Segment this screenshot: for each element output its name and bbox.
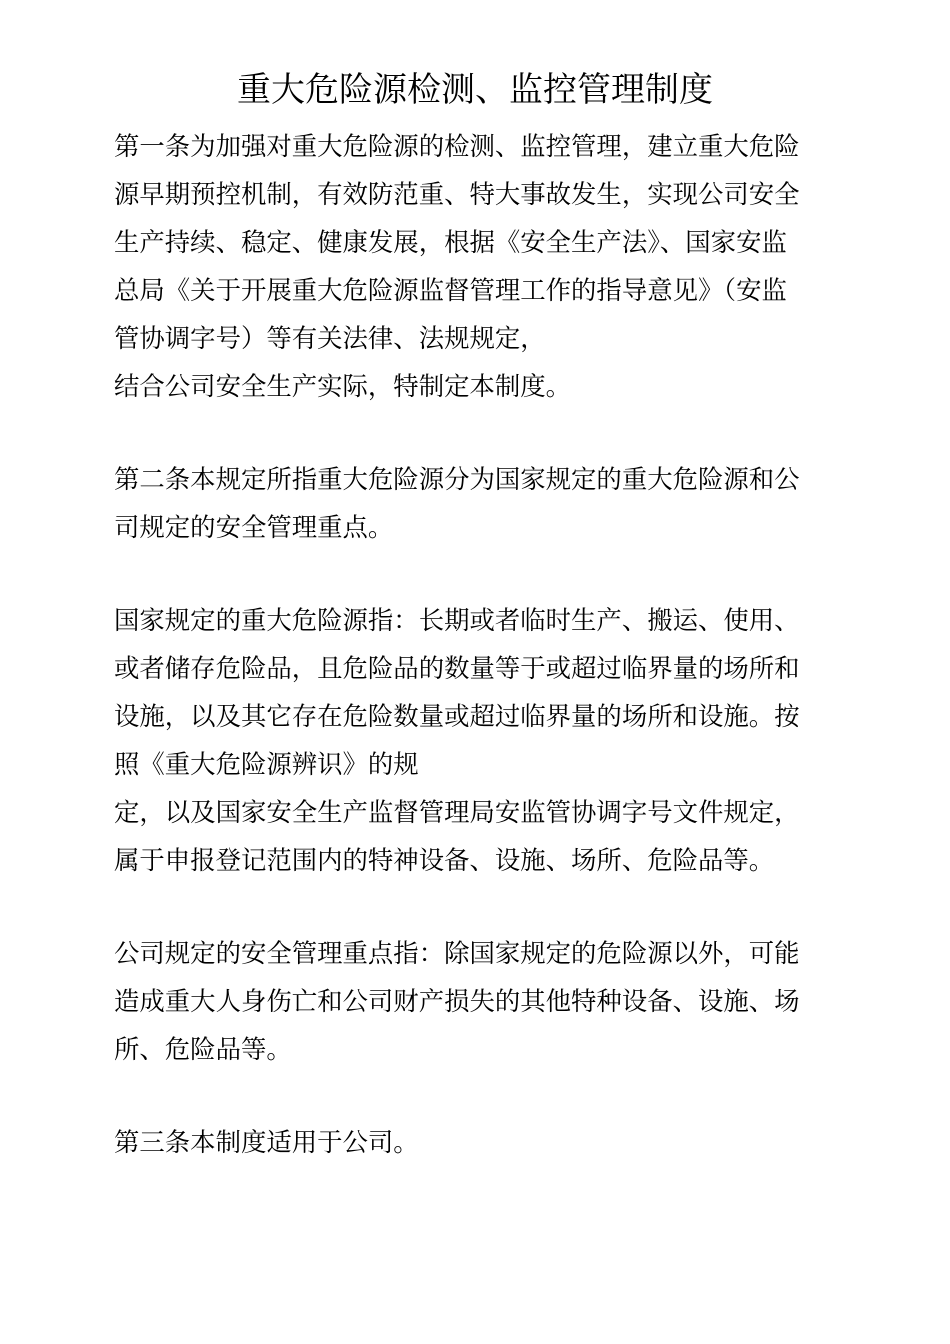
paragraph-line: 第三条本制度适用于公司。 [114, 1127, 419, 1157]
document-title: 重大危险源检测、监控管理制度 [237, 70, 713, 110]
paragraph-line: 司规定的安全管理重点。 [114, 512, 394, 542]
paragraph-line: 源早期预控机制，有效防范重、特大事故发生，实现公司安全 [114, 179, 800, 209]
paragraph-line: 第二条本规定所指重大危险源分为国家规定的重大危险源和公 [114, 464, 800, 494]
paragraph-line: 或者储存危险品，且危险品的数量等于或超过临界量的场所和 [114, 653, 800, 683]
paragraph-line: 总局《关于开展重大危险源监督管理工作的指导意见》（安监 [114, 275, 787, 305]
paragraph-line: 公司规定的安全管理重点指：除国家规定的危险源以外，可能 [114, 938, 800, 968]
paragraph-line: 设施，以及其它存在危险数量或超过临界量的场所和设施。按 [114, 701, 800, 731]
paragraph-line: 照《重大危险源辨识》的规 [114, 749, 419, 779]
paragraph-line: 生产持续、稳定、健康发展，根据《安全生产法》、国家安监 [114, 227, 787, 257]
paragraph-line: 国家规定的重大危险源指：长期或者临时生产、搬运、使用、 [114, 605, 800, 635]
paragraph-line: 定，以及国家安全生产监督管理局安监管协调字号文件规定， [114, 797, 800, 827]
paragraph-line: 属于申报登记范围内的特神设备、设施、场所、危险品等。 [114, 845, 775, 875]
paragraph-line: 结合公司安全生产实际，特制定本制度。 [114, 371, 572, 401]
paragraph-line: 第一条为加强对重大危险源的检测、监控管理，建立重大危险 [114, 131, 800, 161]
paragraph-line: 所、危险品等。 [114, 1034, 292, 1064]
paragraph-line: 造成重大人身伤亡和公司财产损失的其他特种设备、设施、场 [114, 986, 800, 1016]
paragraph-line: 管协调字号）等有关法律、法规规定， [114, 323, 546, 353]
